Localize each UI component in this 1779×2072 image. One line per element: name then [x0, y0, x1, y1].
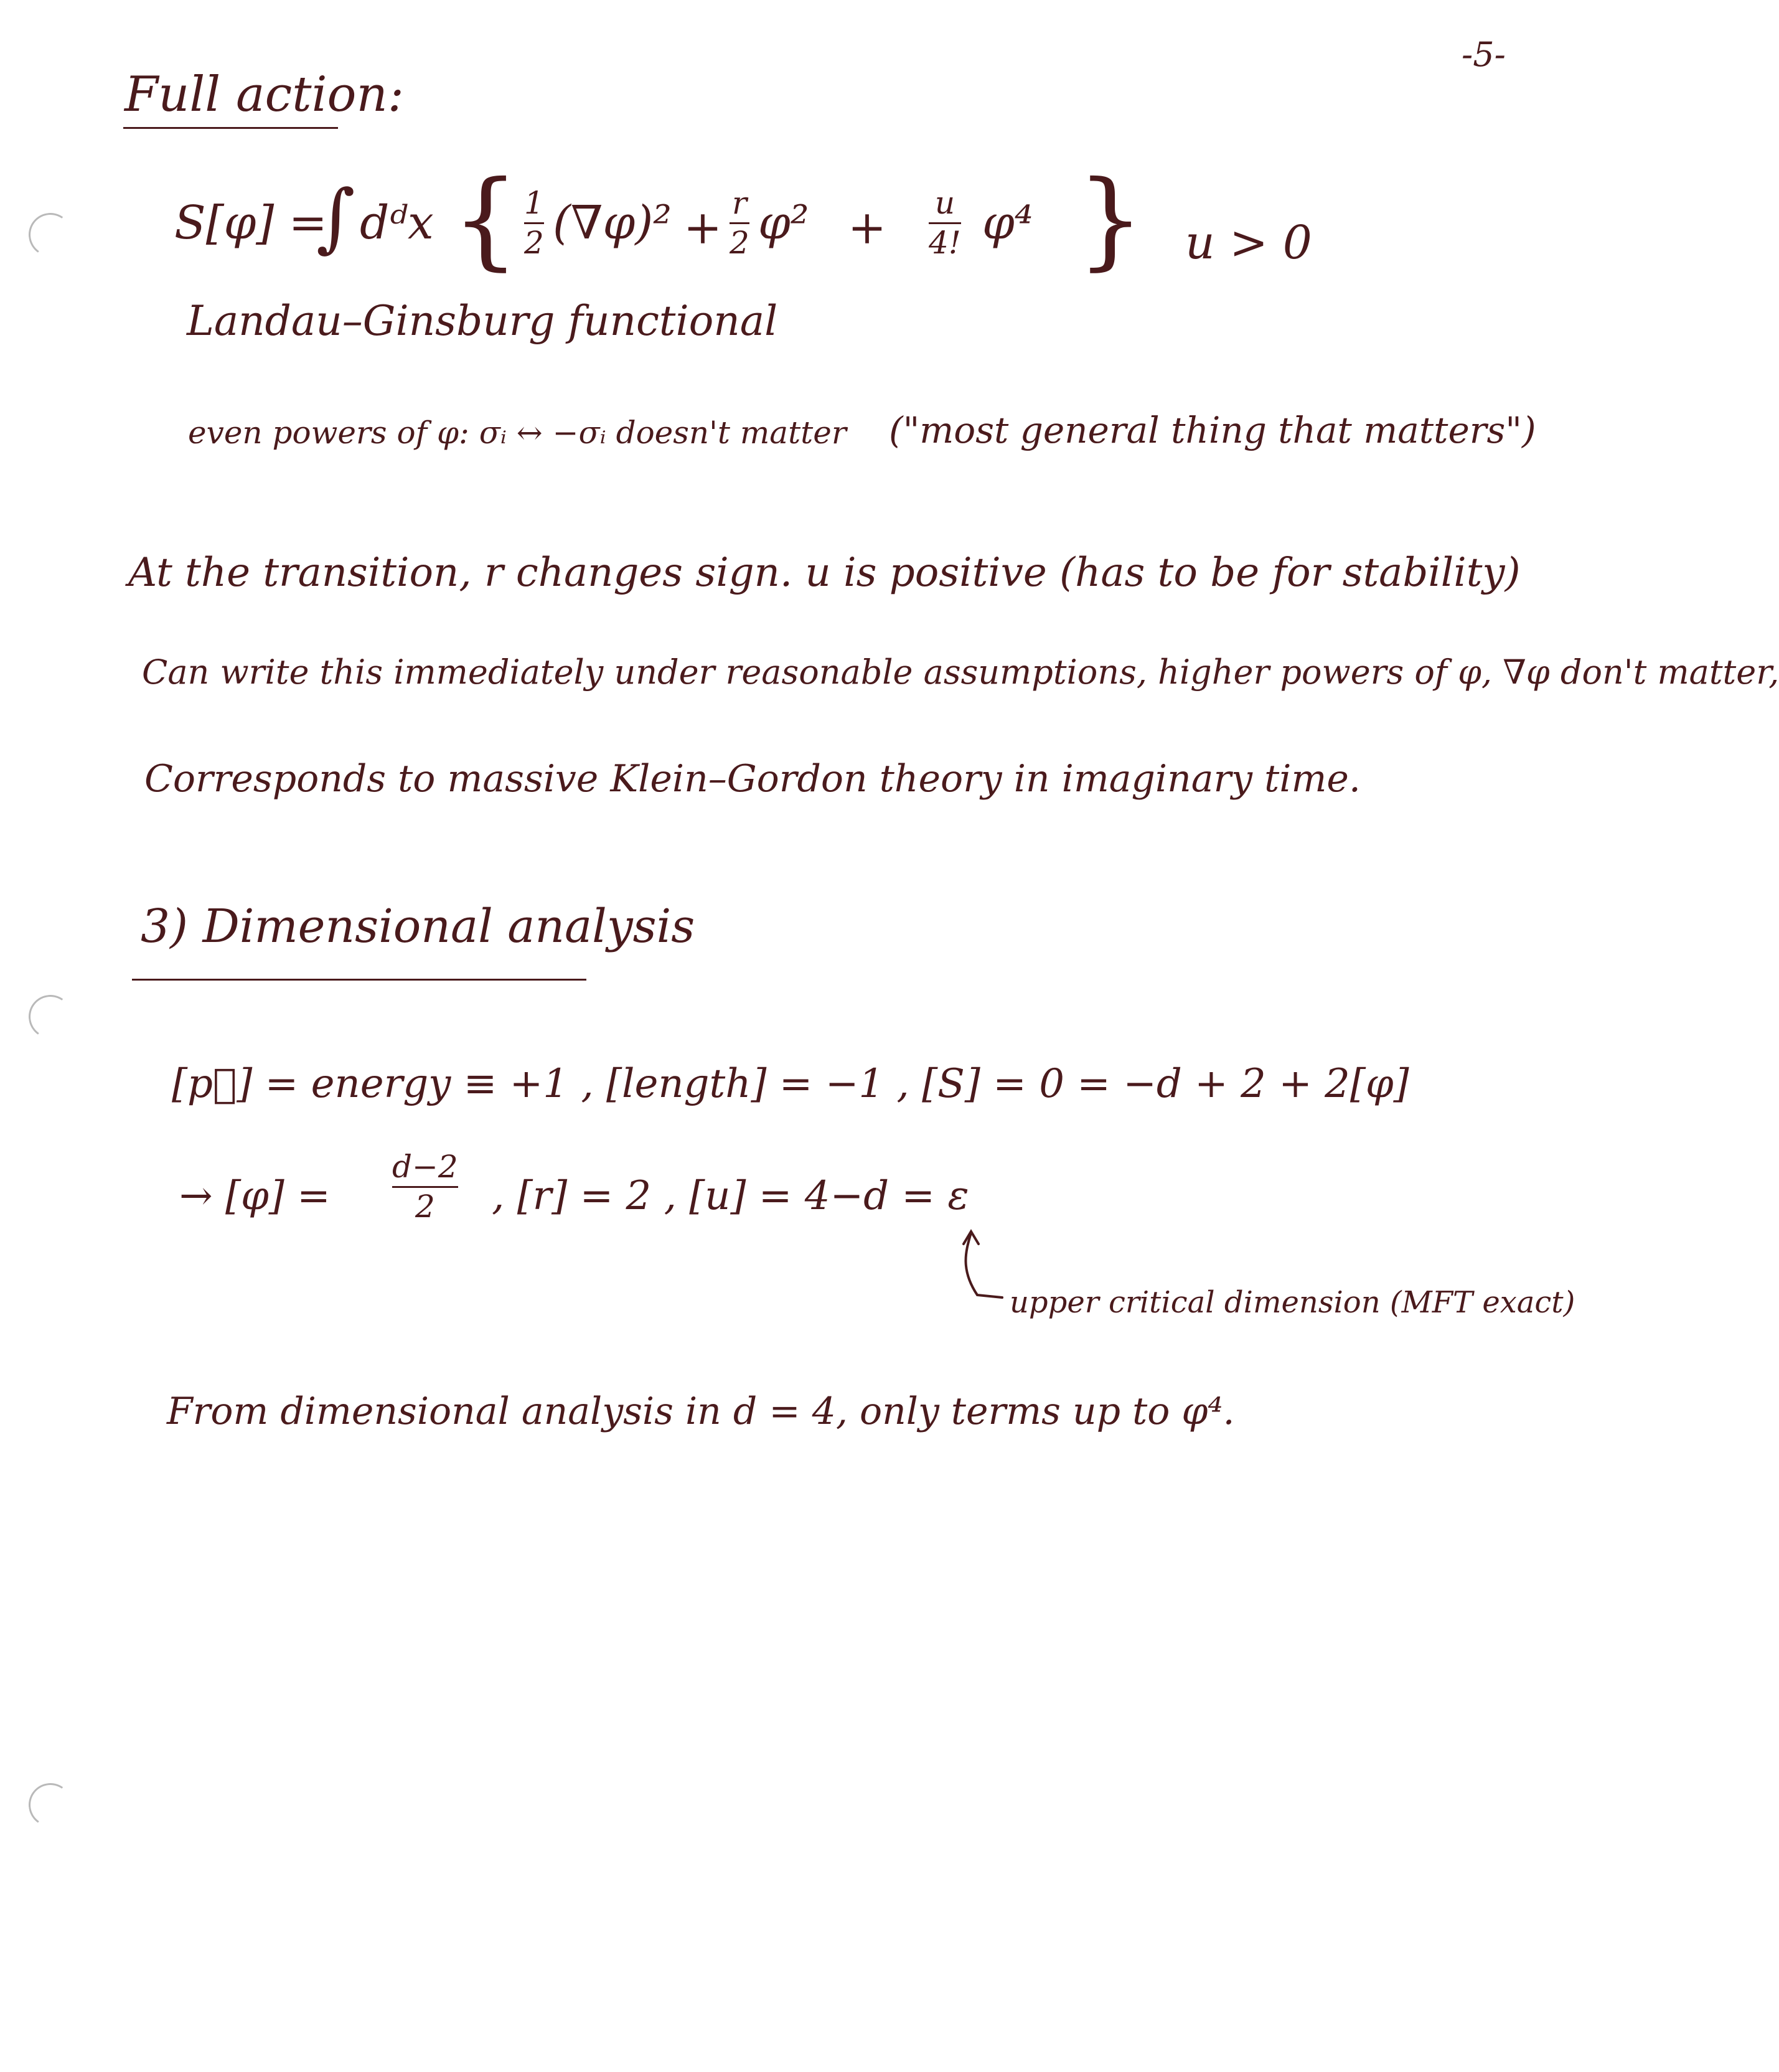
- term2-denominator: 2: [730, 224, 749, 261]
- term2-numerator: r: [731, 185, 747, 221]
- term1-fraction: [524, 187, 544, 259]
- punch-hole-middle: [25, 991, 75, 1042]
- term1-numerator: 1: [524, 185, 544, 221]
- open-brace: {: [452, 158, 520, 281]
- critical-dimension-note: upper critical dimension (MFT exact): [1010, 1285, 1575, 1320]
- term3-fraction: [929, 187, 961, 259]
- page-number: -5-: [1462, 35, 1506, 74]
- section-underline: [132, 979, 586, 981]
- general-comment: ("most general thing that matters"): [889, 409, 1536, 451]
- punch-hole-top: [25, 209, 75, 260]
- klein-gordon-line: Corresponds to massive Klein–Gordon theory in imaginary time.: [144, 757, 1361, 801]
- term2-fraction: [730, 187, 749, 259]
- fraction-bar: [730, 222, 749, 224]
- dimensions-line: [p⃗] = energy ≡ +1 , [length] = −1 , [S] = 0 = −d + 2 + 2[φ]: [172, 1061, 1409, 1107]
- assumptions-line: Can write this immediately under reasonable assumptions, higher powers of φ, ∇φ don't matter,: [142, 652, 1779, 692]
- term3-numerator: u: [934, 185, 955, 221]
- section-heading: 3) Dimensional analysis: [141, 900, 695, 953]
- annotation-arrow: [952, 1225, 1008, 1306]
- action-lhs: S[φ] =: [174, 196, 327, 250]
- gradient-term: (∇φ)²: [553, 196, 672, 250]
- integral-measure: dᵈx: [360, 196, 434, 250]
- integral-sign: ∫: [316, 174, 355, 261]
- plus-sign: +: [683, 201, 723, 255]
- term3-denominator: 4!: [929, 224, 961, 261]
- phi-dimension-fraction: [392, 1151, 458, 1223]
- coupling-condition: u > 0: [1185, 216, 1312, 270]
- punch-hole-bottom: [25, 1779, 75, 1830]
- conclusion-line: From dimensional analysis in d = 4, only terms up to φ⁴.: [167, 1390, 1235, 1433]
- transition-line: At the transition, r changes sign. u is positive (has to be for stability): [128, 550, 1521, 596]
- functional-name: Landau–Ginsburg functional: [187, 297, 778, 345]
- coupling-dimensions: , [r] = 2 , [u] = 4−d = ε: [492, 1173, 969, 1219]
- fraction-bar: [392, 1186, 458, 1188]
- fraction-bar: [929, 222, 961, 224]
- term1-denominator: 2: [524, 224, 544, 261]
- phi-denominator: 2: [415, 1188, 435, 1225]
- phi-numerator: d−2: [392, 1149, 458, 1185]
- heading-underline: [123, 127, 338, 129]
- fraction-bar: [524, 222, 544, 224]
- close-brace: }: [1077, 158, 1145, 281]
- mass-term: φ²: [758, 196, 809, 250]
- quartic-term: φ⁴: [982, 196, 1033, 250]
- full-action-heading: Full action:: [124, 67, 404, 123]
- plus-sign: +: [848, 201, 887, 255]
- even-powers-note: even powers of φ: σᵢ ↔ −σᵢ doesn't matter: [188, 415, 847, 451]
- phi-dimension-prefix: → [φ] =: [179, 1173, 331, 1219]
